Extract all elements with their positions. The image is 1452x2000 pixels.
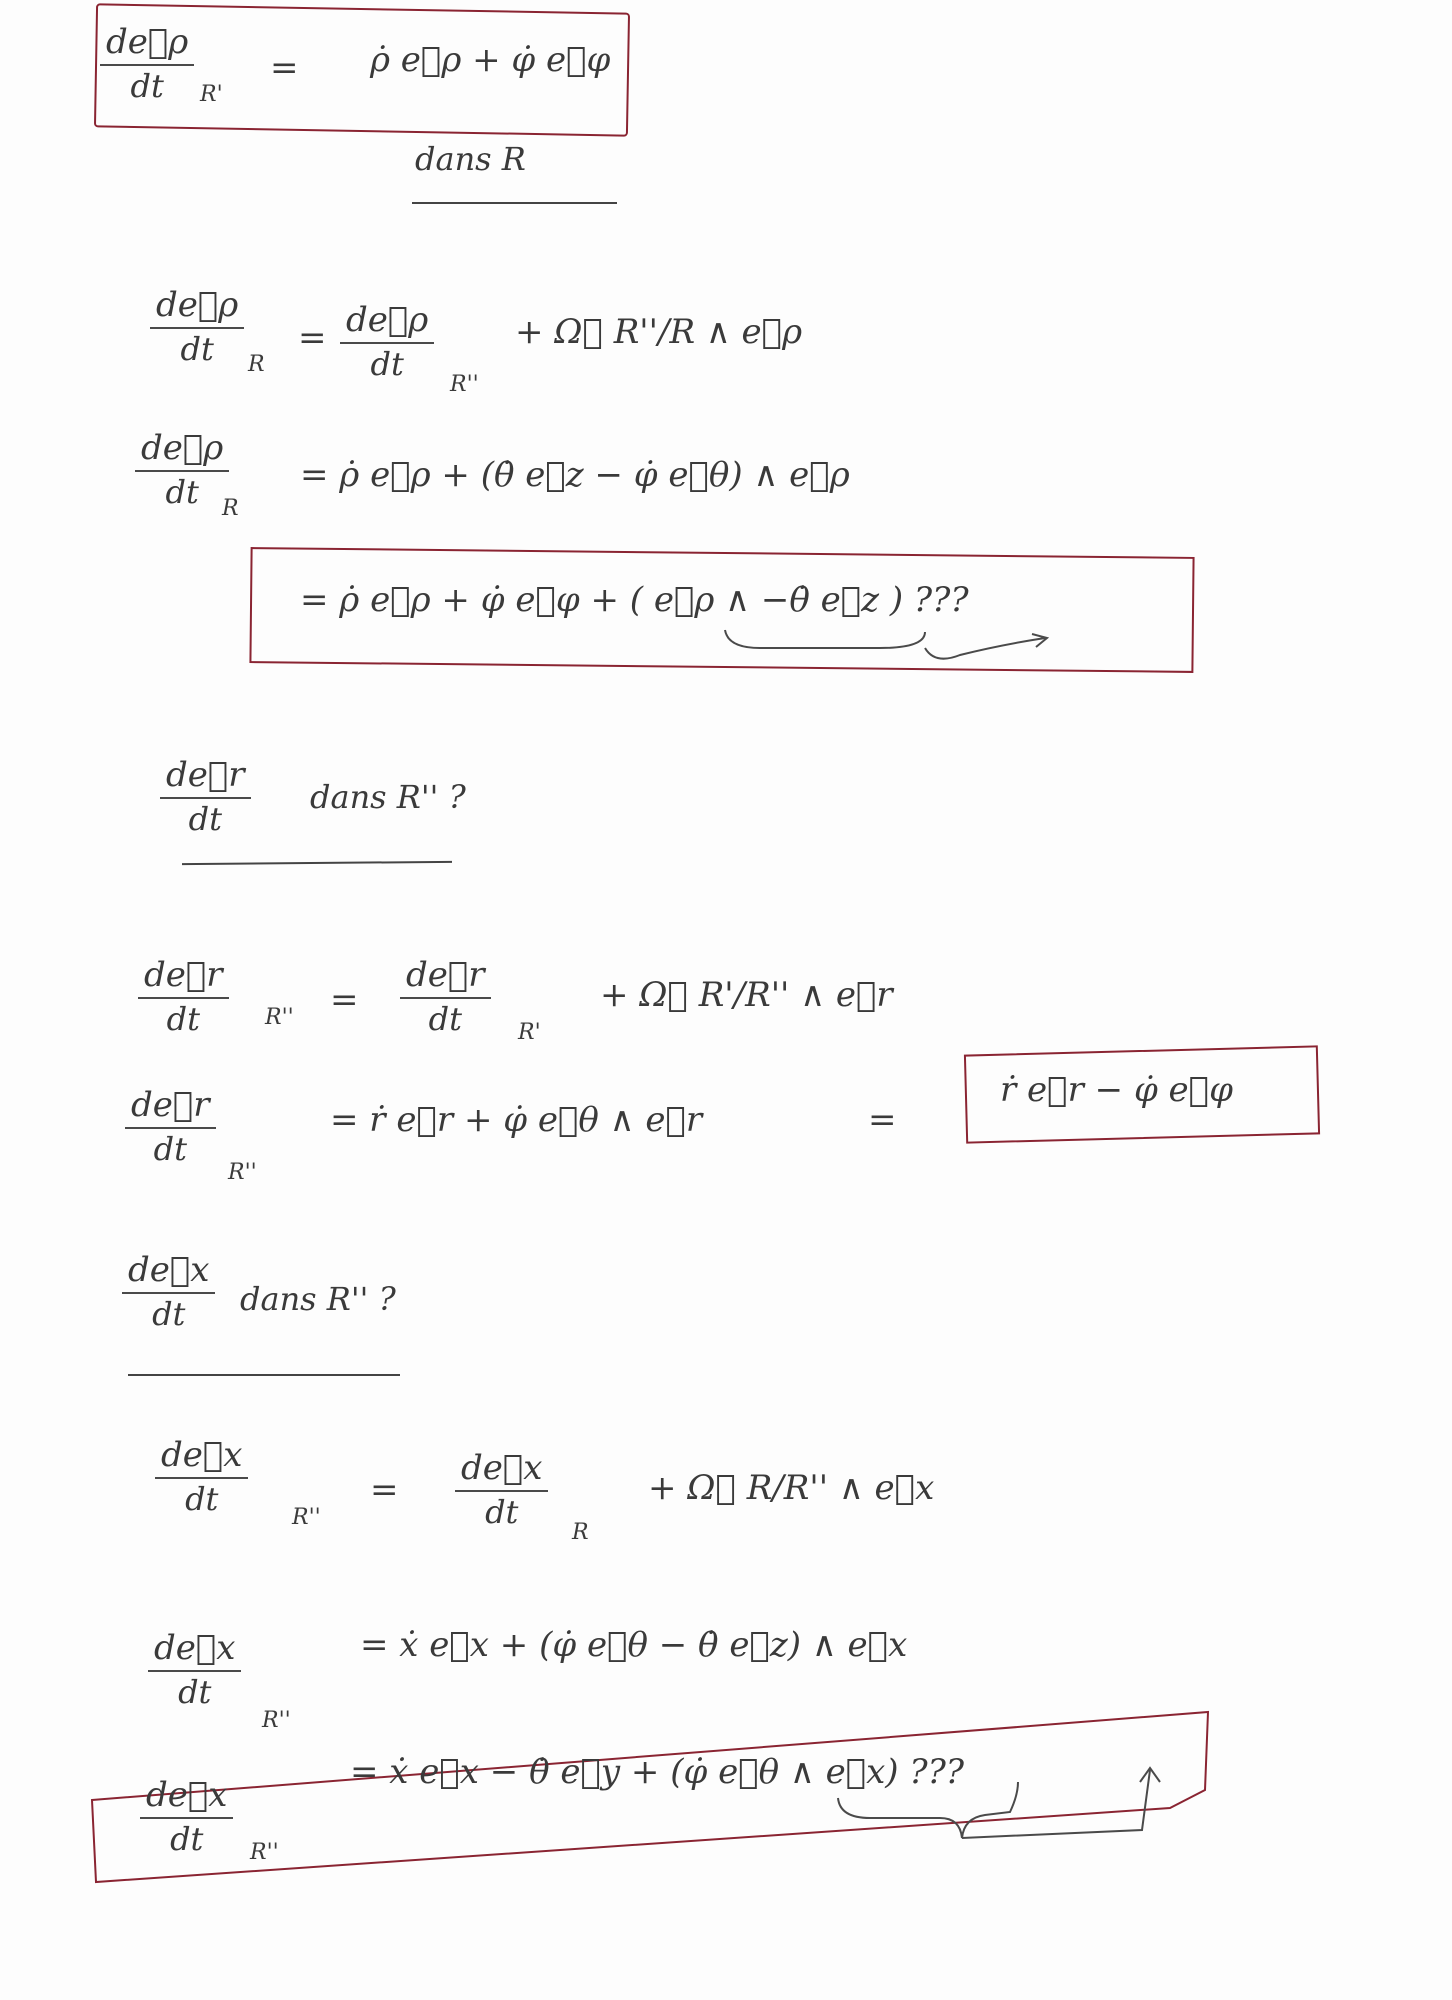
eq3-frame: R <box>222 496 239 521</box>
eq9-rhs: = ẋ e⃗x − θ̇ e⃗y + (φ̇ e⃗θ ∧ e⃗x) ??? <box>350 1752 965 1792</box>
eq1-num: de⃗ρ <box>106 22 189 62</box>
eq2-num: de⃗ρ <box>156 285 239 325</box>
heading2-text: dans R'' ? <box>310 778 466 816</box>
eq1-frame: R' <box>200 82 223 107</box>
eq1-equals: = <box>270 48 299 88</box>
eq8-den: dt <box>178 1673 212 1711</box>
eq6-num: de⃗r <box>131 1085 210 1125</box>
eq8-num: de⃗x <box>154 1628 236 1668</box>
eq3-den: dt <box>165 473 199 511</box>
eq7-rhs-num: de⃗x <box>461 1448 543 1488</box>
eq2-den: dt <box>180 330 214 368</box>
eq6-rhs: = ṙ e⃗r + φ̇ e⃗θ ∧ e⃗r <box>330 1100 703 1140</box>
eq7-num: de⃗x <box>161 1435 243 1475</box>
eq8-frame: R'' <box>262 1708 291 1733</box>
eq2-rhs-num: de⃗ρ <box>346 300 429 340</box>
eq5-den: dt <box>166 1000 200 1038</box>
eq7-den: dt <box>185 1480 219 1518</box>
heading3-num: de⃗x <box>128 1250 210 1290</box>
heading3-text: dans R'' ? <box>240 1280 396 1318</box>
eq2-rhs-rest: + Ω⃗ R''/R ∧ e⃗ρ <box>515 312 803 352</box>
eq7-rhs-frame: R <box>572 1520 589 1545</box>
eq5-rhs-rest: + Ω⃗ R'/R'' ∧ e⃗r <box>600 975 893 1015</box>
eq6-boxed-result: ṙ e⃗r − φ̇ e⃗φ <box>1000 1070 1233 1110</box>
eq4-rhs: = ρ̇ e⃗ρ + φ̇ e⃗φ + ( e⃗ρ ∧ −θ̇ e⃗z ) ??? <box>300 580 969 620</box>
eq5-rhs-frame: R' <box>518 1020 541 1045</box>
heading2-den: dt <box>188 800 222 838</box>
eq2-rhs-den: dt <box>370 345 404 383</box>
eq7-rhs-rest: + Ω⃗ R/R'' ∧ e⃗x <box>648 1468 935 1508</box>
eq2-equals: = <box>298 318 327 358</box>
eq5-num: de⃗r <box>144 955 223 995</box>
eq9-num: de⃗x <box>146 1775 228 1815</box>
eq5-equals: = <box>330 980 359 1020</box>
eq9-den: dt <box>170 1820 204 1858</box>
heading-dans-r: dans R <box>415 140 526 178</box>
eq3-num: de⃗ρ <box>141 428 224 468</box>
eq7-frame: R'' <box>292 1505 321 1530</box>
eq8-rhs: = ẋ e⃗x + (φ̇ e⃗θ − θ̇ e⃗z) ∧ e⃗x <box>360 1625 908 1665</box>
eq1-rhs: ρ̇ e⃗ρ + φ̇ e⃗φ <box>370 40 611 80</box>
eq6-second-equals: = <box>868 1100 897 1140</box>
heading3-den: dt <box>152 1295 186 1333</box>
eq9-lhs-fraction <box>140 1775 233 1857</box>
eq2-frame: R <box>248 352 265 377</box>
eq9-frame: R'' <box>250 1840 279 1865</box>
eq5-rhs-num: de⃗r <box>406 955 485 995</box>
eq2-rhs-frame: R'' <box>450 372 479 397</box>
eq3-rhs: = ρ̇ e⃗ρ + (θ̇ e⃗z − φ̇ e⃗θ) ∧ e⃗ρ <box>300 455 850 495</box>
eq5-frame: R'' <box>265 1005 294 1030</box>
eq5-rhs-den: dt <box>428 1000 462 1038</box>
eq7-rhs-den: dt <box>485 1493 519 1531</box>
heading2-num: de⃗r <box>166 755 245 795</box>
eq1-den: dt <box>130 67 164 105</box>
eq6-den: dt <box>153 1130 187 1168</box>
eq6-frame: R'' <box>228 1160 257 1185</box>
eq7-equals: = <box>370 1470 399 1510</box>
